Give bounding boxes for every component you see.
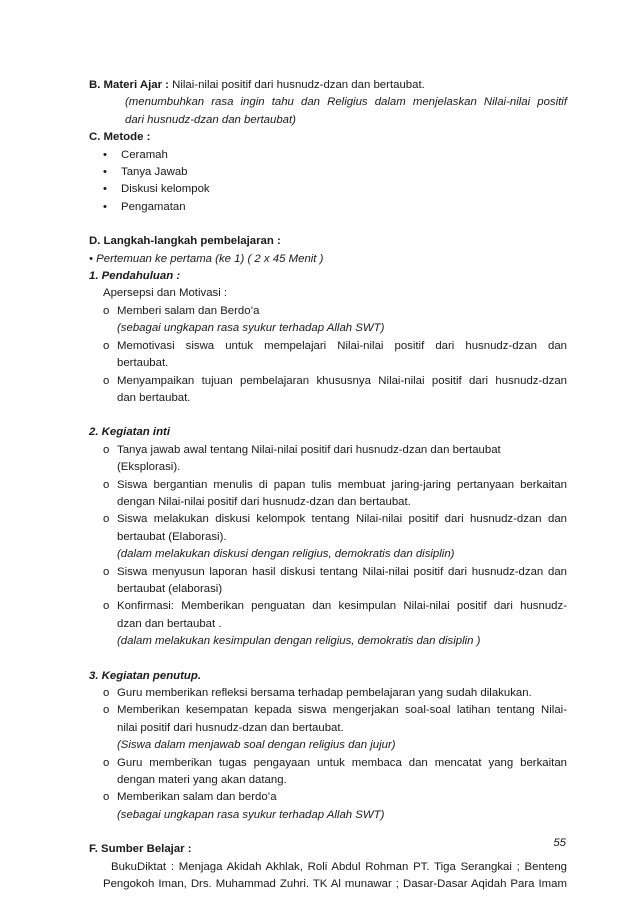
list-item: o Menyampaikan tujuan pembelajaran khususnya Nilai-nilai positif dari husnudz-dzan dan bertaubat. bbox=[89, 373, 567, 408]
circle-bullet-icon: o bbox=[103, 565, 110, 578]
document-page bbox=[89, 77, 567, 893]
list-item: o Konfirmasi: Memberikan penguatan dan kesimpulan Nilai-nilai positif dari husnudz- dzan dan bertaubat . (dalam melakukan kesimpulan dengan religius, demokratis dan disiplin ) bbox=[89, 598, 567, 650]
sumber-belajar-heading: F. Sumber Belajar : bbox=[89, 843, 192, 856]
apersepsi-line: Apersepsi dan Motivasi : bbox=[103, 287, 228, 300]
list-item: o Guru memberikan refleksi bersama terhadap pembelajaran yang sudah dilakukan. bbox=[89, 685, 567, 702]
metode-item: • Pengamatan bbox=[89, 199, 567, 216]
langkah-heading: D. Langkah-langkah pembelajaran : bbox=[89, 235, 281, 248]
circle-bullet-icon: o bbox=[103, 756, 110, 769]
metode-item: • Diskusi kelompok bbox=[89, 181, 567, 198]
materi-ajar-note-1: (menumbuhkan rasa ingin tahu dan Religius dalam menjelaskan Nilai-nilai positif bbox=[125, 96, 567, 109]
list-item: o Siswa menyusun laporan hasil diskusi tentang Nilai-nilai positif dari husnudz-dzan dan bertaubat (elaborasi) bbox=[89, 564, 567, 599]
list-item: o Memotivasi siswa untuk mempelajari Nilai-nilai positif dari husnudz-dzan dan bertaubat. bbox=[89, 338, 567, 373]
circle-bullet-icon: o bbox=[103, 478, 110, 491]
bullet-icon: • bbox=[103, 166, 107, 179]
sumber-line-2: Pengokoh Iman, Drs. Muhammad Zuhri. TK Al munawar ; Dasar-Dasar Aqidah Para Imam bbox=[103, 878, 567, 891]
bullet-icon: • bbox=[103, 200, 107, 213]
circle-bullet-icon: o bbox=[103, 791, 110, 804]
circle-bullet-icon: o bbox=[103, 704, 110, 717]
materi-ajar-label: B. Materi Ajar : bbox=[89, 79, 169, 91]
pendahuluan-heading: 1. Pendahuluan : bbox=[89, 270, 181, 283]
metode-item: • Tanya Jawab bbox=[89, 164, 567, 181]
circle-bullet-icon: o bbox=[103, 339, 110, 352]
list-item: o Memberikan salam dan berdo’a (sebagai ungkapan rasa syukur terhadap Allah SWT) bbox=[89, 789, 567, 824]
list-item: o Memberi salam dan Berdo’a (sebagai ungkapan rasa syukur terhadap Allah SWT) bbox=[89, 303, 567, 338]
circle-bullet-icon: o bbox=[103, 304, 110, 317]
circle-bullet-icon: o bbox=[103, 513, 110, 526]
sumber-line-1: BukuDiktat : Menjaga Akidah Akhlak, Roli Abdul Rohman PT. Tiga Serangkai ; Benteng bbox=[111, 860, 567, 873]
circle-bullet-icon: o bbox=[103, 687, 110, 699]
list-item: o Siswa melakukan diskusi kelompok tentang Nilai-nilai positif dari husnudz-dzan dan bertaubat (Elaborasi). (dalam melakukan diskusi dengan religius, demokratis dan disiplin) bbox=[89, 511, 567, 563]
bullet-icon: • bbox=[103, 183, 107, 196]
circle-bullet-icon: o bbox=[103, 374, 110, 387]
kegiatan-penutup-heading: 3. Kegiatan penutup. bbox=[89, 669, 202, 682]
materi-ajar-text: Nilai-nilai positif dari husnudz-dzan dan bertaubat. bbox=[168, 79, 425, 91]
materi-ajar-line bbox=[89, 77, 567, 94]
pertemuan-line: • Pertemuan ke pertama (ke 1) ( 2 x 45 Menit ) bbox=[89, 252, 324, 265]
list-item: o Siswa bergantian menulis di papan tulis membuat jaring-jaring pertanyaan berkaitan dengan Nilai-nilai positif dari husnudz-dzan dan bertaubat. bbox=[89, 477, 567, 512]
metode-item: • Ceramah bbox=[89, 147, 567, 164]
circle-bullet-icon: o bbox=[103, 443, 110, 456]
bullet-icon: • bbox=[103, 148, 107, 161]
list-item: o Tanya jawab awal tentang Nilai-nilai positif dari husnudz-dzan dan bertaubat (Eksplorasi). bbox=[89, 442, 567, 477]
page-number: 55 bbox=[553, 837, 566, 849]
list-item: o Memberikan kesempatan kepada siswa mengerjakan soal-soal latihan tentang Nilai- nilai positif dari husnudz-dzan dan bertaubat. (Siswa dalam menjawab soal dengan religius dan jujur) bbox=[89, 702, 567, 754]
metode-heading: C. Metode : bbox=[89, 131, 151, 144]
list-item: o Guru memberikan tugas pengayaan untuk membaca dan mencatat yang berkaitan dengan materi yang akan datang. bbox=[89, 755, 567, 790]
kegiatan-inti-heading: 2. Kegiatan inti bbox=[89, 426, 171, 439]
materi-ajar-note-2: dari husnudz-dzan dan bertaubat) bbox=[125, 113, 296, 126]
circle-bullet-icon: o bbox=[103, 600, 110, 613]
